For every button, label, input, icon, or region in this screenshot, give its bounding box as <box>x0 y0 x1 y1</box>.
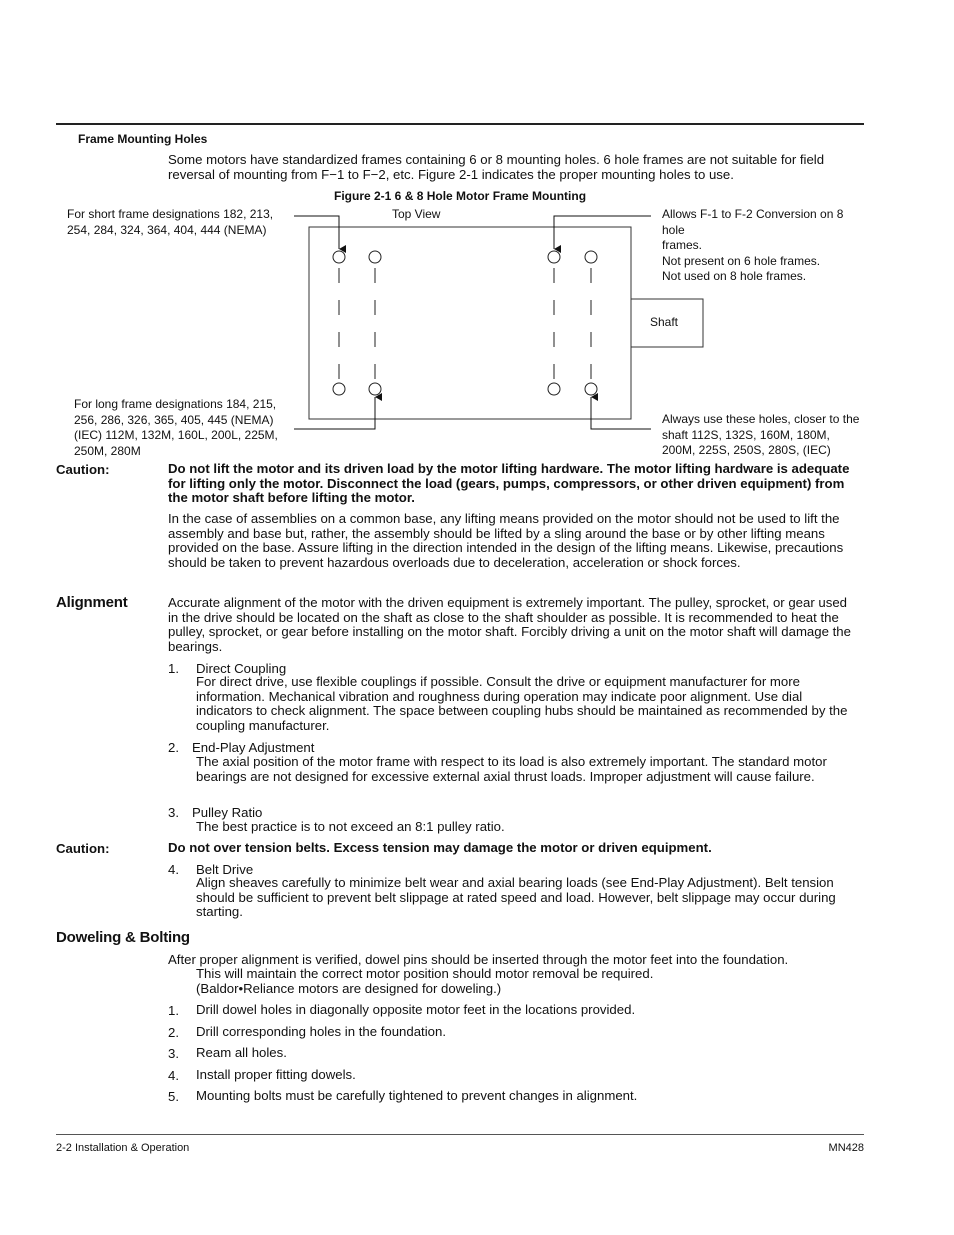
f1-f2-leader <box>554 216 651 249</box>
frame-mounting-intro: Some motors have standardized frames containing 6 or 8 mounting holes. 6 hole frames are not suitable for field reversal of mounting from F−1 to F−2, etc. Figure 2-1 indicates the proper mounting holes to use. <box>168 152 825 182</box>
shaft-label: Shaft <box>650 315 679 329</box>
mounting-hole <box>585 251 597 263</box>
short-frame-leader <box>294 216 339 249</box>
list-item-number: 2. <box>168 740 179 755</box>
caution-text: Do not over tension belts. Excess tension may damage the motor or driven equipment. <box>168 840 712 855</box>
mounting-hole <box>369 383 381 395</box>
footer-right: MN428 <box>828 1142 864 1154</box>
doweling-intro-line2: This will maintain the correct motor position should motor removal be required. <box>196 966 654 981</box>
step-number: 1. <box>168 1003 179 1018</box>
mounting-hole <box>333 251 345 263</box>
doweling-heading: Doweling & Bolting <box>56 929 190 946</box>
f1-f2-note-line3: Not present on 6 hole frames. <box>662 253 821 268</box>
always-use-note-line1: Always use these holes, closer to the <box>662 412 860 426</box>
bottom-rule <box>56 1134 864 1135</box>
list-item-title: End-Play Adjustment <box>192 740 315 755</box>
caution-text: Do not lift the motor and its driven load by the motor lifting hardware. The motor lifting hardware is adequate for lifting only the motor. Disconnect the load (gears, pumps, compressors, or other driven equipment) from the motor shaft before lifting the motor. <box>168 461 850 506</box>
list-item-body: Align sheaves carefully to minimize belt wear and axial bearing loads (see End-Play Adjustment). Belt tension should be sufficient to prevent belt slippage at rated speed and load. However, belt slippage may occur during starting. <box>196 875 836 920</box>
doweling-intro-line3: (Baldor•Reliance motors are designed for doweling.) <box>196 981 502 996</box>
list-item-number: 4. <box>168 862 179 877</box>
step-text: Drill dowel holes in diagonally opposite motor feet in the locations provided. <box>196 1002 636 1017</box>
list-item-number: 3. <box>168 805 179 820</box>
short-frame-note-line1: For short frame designations 182, 213, <box>67 207 274 221</box>
always-use-note-line3: 200M, 225S, 250S, 280S, (IEC) <box>662 443 831 457</box>
caution-label: Caution: <box>56 841 110 856</box>
step-number: 3. <box>168 1046 179 1061</box>
alignment-heading: Alignment <box>56 594 128 611</box>
mounting-hole <box>548 383 560 395</box>
list-item-title: Belt Drive <box>196 862 254 877</box>
step-number: 5. <box>168 1089 179 1104</box>
mounting-hole <box>585 383 597 395</box>
frame-mounting-heading: Frame Mounting Holes <box>78 132 208 146</box>
f1-f2-note-line2: frames. <box>662 238 703 252</box>
top-view-label: Top View <box>392 207 441 221</box>
list-item-body: The best practice is to not exceed an 8:1 pulley ratio. <box>196 819 505 834</box>
doweling-intro-line1: After proper alignment is verified, dowel pins should be inserted through the motor feet into the foundation. <box>168 952 789 967</box>
long-frame-note-line4: 250M, 280M <box>74 443 141 458</box>
frame-outline <box>309 227 631 419</box>
mounting-hole <box>369 251 381 263</box>
step-text: Install proper fitting dowels. <box>196 1067 356 1082</box>
always-use-leader <box>591 397 651 429</box>
f1-f2-note-line4: Not used on 8 hole frames. <box>662 269 807 283</box>
alignment-intro: Accurate alignment of the motor with the driven equipment is extremely important. The pulley, sprocket, or gear used in the drive should be located on the shaft as close to the shaft shoulder as possible. It is recommended to heat the pulley, sprocket, or gear before installing on the motor shaft. Forcibly driving a unit on the motor shaft will damage the bearings. <box>168 595 851 654</box>
caution-label: Caution: <box>56 462 110 477</box>
long-frame-note-line3: (IEC) 112M, 132M, 160L, 200L, 225M, <box>74 428 278 442</box>
step-text: Mounting bolts must be carefully tightened to prevent changes in alignment. <box>196 1088 638 1103</box>
step-number: 2. <box>168 1025 179 1040</box>
long-frame-leader <box>294 397 375 429</box>
footer-left: 2-2 Installation & Operation <box>56 1142 190 1154</box>
f1-f2-note-line1: Allows F-1 to F-2 Conversion on 8 hole <box>662 207 844 237</box>
step-number: 4. <box>168 1068 179 1083</box>
list-item-title: Direct Coupling <box>196 661 287 676</box>
mounting-hole <box>548 251 560 263</box>
list-item-body: The axial position of the motor frame with respect to its load is also extremely important. The standard motor bearings are not designed for excessive external axial thrust loads. Improper adjustment will cause failure. <box>196 754 827 784</box>
list-item-body: For direct drive, use flexible couplings if possible. Consult the drive or equipment manufacturer for more information. Mechanical vibration and roughness during operation may indicate poor alignment. Use dial indicators to check alignment. The space between coupling hubs should be maintained as recommended by the coupling manufacturer. <box>196 674 848 733</box>
long-frame-note-line1: For long frame designations 184, 215, <box>74 397 277 411</box>
list-item-title: Pulley Ratio <box>192 805 263 820</box>
step-text: Drill corresponding holes in the foundation. <box>196 1024 446 1039</box>
lifting-paragraph: In the case of assemblies on a common base, any lifting means provided on the motor should not be used to lift the assembly and base but, rather, the assembly should be lifted by a sling around the base or by other lifting means provided on the base. Assure lifting in the direction intended in the design of the lifting means. Likewise, precautions should be taken to prevent hazardous overloads due to deceleration, acceleration or shock forces. <box>168 511 844 570</box>
list-item-number: 1. <box>168 661 179 676</box>
mounting-hole <box>333 383 345 395</box>
step-text: Ream all holes. <box>196 1045 287 1060</box>
figure-title: Figure 2-1 6 & 8 Hole Motor Frame Mounting <box>334 189 587 203</box>
always-use-note-line2: shaft 112S, 132S, 160M, 180M, <box>662 427 830 442</box>
long-frame-note-line2: 256, 286, 326, 365, 405, 445 (NEMA) <box>74 412 274 427</box>
motor-frame-diagram <box>0 0 954 470</box>
short-frame-note-line2: 254, 284, 324, 364, 404, 444 (NEMA) <box>67 222 267 237</box>
